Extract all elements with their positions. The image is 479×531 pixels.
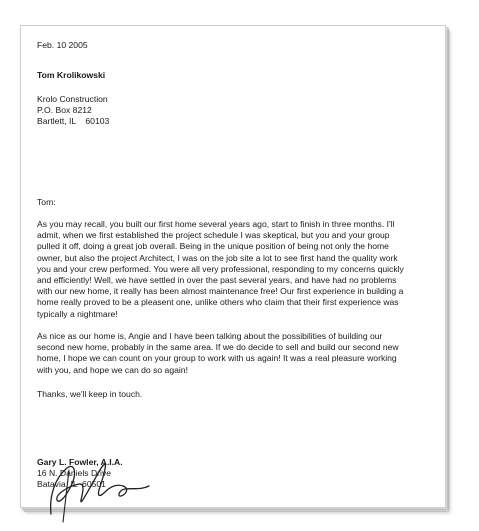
paragraph-line: As you may recall, you built our first home several years ago, start to finish in three months. I'll xyxy=(37,219,395,229)
paragraph-line: and efficiently! Well, we have settled in over the past several years, and have had no problems xyxy=(37,275,397,286)
paragraph-line: with you, and hope we can do so again! xyxy=(37,364,188,375)
sender-street: 16 N. Daniels Drive xyxy=(37,468,112,478)
letter-page xyxy=(20,25,446,508)
paragraph-line: you and your crew performed. You were all very professional, responding to my concerns quickly xyxy=(37,263,404,274)
letter-date: Feb. 10 2005 xyxy=(37,40,88,50)
recipient-city-state-zip: Bartlett, IL 60103 xyxy=(37,116,110,126)
body-paragraph-2 xyxy=(37,331,433,376)
paragraph-line: As nice as our home is, Angie and I have been talking about the possibilities of building our xyxy=(37,331,383,341)
paragraph-line: home, I hope we can count on your group to work with us again! It was a real pleasure working xyxy=(37,353,397,364)
paragraph-line: owner, but also the project Architect, I was on the job site a lot to see first hand the quality work xyxy=(37,252,398,263)
recipient-po-box: P.O. Box 8212 xyxy=(37,105,92,115)
salutation: Tom: xyxy=(37,197,56,207)
paragraph-line: home really proved to be a pleasent one, unlike others who claim that their first experience was xyxy=(37,297,399,308)
sender-name: Gary L. Fowler, A.I.A. xyxy=(37,457,123,467)
body-paragraph-1 xyxy=(37,219,433,320)
paragraph-line: admit, when we first established the project schedule I was skeptical, but you and your group xyxy=(37,230,390,241)
paragraph-line: with our new home, it really has been almost maintenance free! Our first experience in building a xyxy=(37,286,404,297)
paragraph-line: second new home, probably in the same area. If we do decide to sell and build our second new xyxy=(37,342,399,353)
closing-line: Thanks, we'll keep in touch. xyxy=(37,389,143,399)
paragraph-line: typically a nightmare! xyxy=(37,308,118,319)
sender-city-state-zip: Batavia, IL 60501 xyxy=(37,479,106,489)
recipient-name: Tom Krolikowski xyxy=(37,70,106,80)
paragraph-line: pulled it off, doing a great job overall. Being in the unique position of being not only the home xyxy=(37,241,389,252)
recipient-company: Krolo Construction xyxy=(37,94,108,104)
